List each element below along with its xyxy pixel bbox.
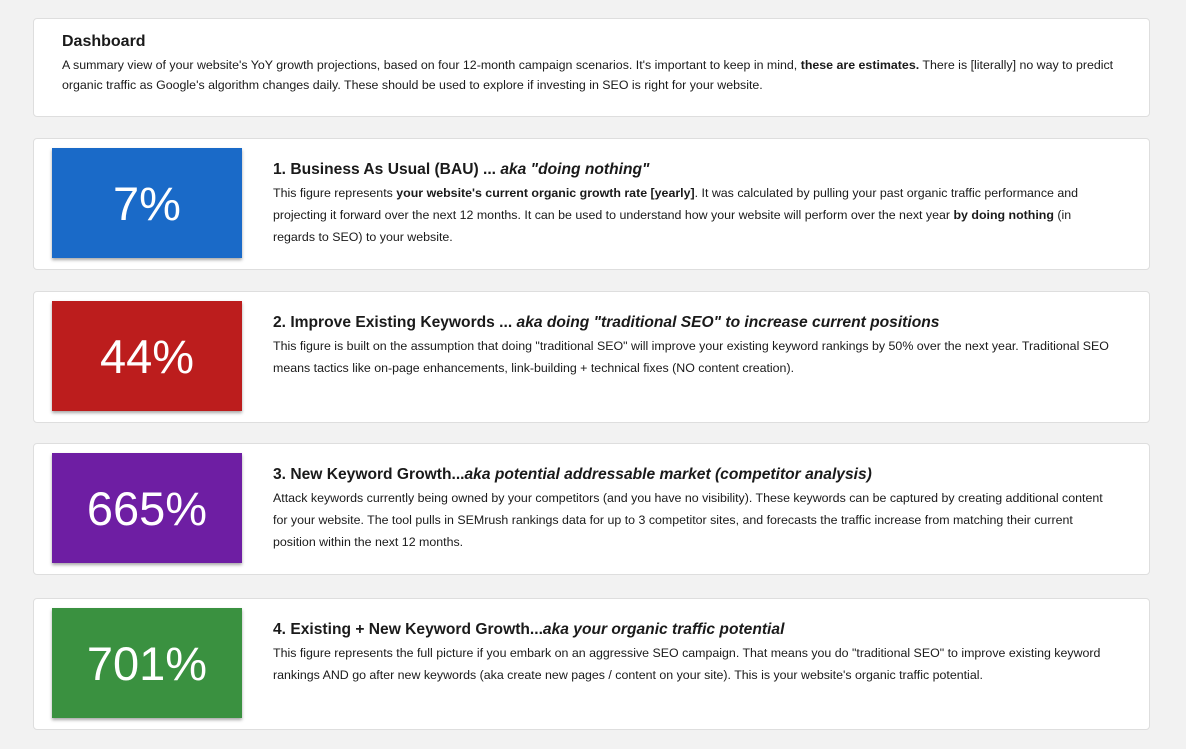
dashboard-header-card — [33, 18, 1150, 117]
scenario-title-main: 1. Business As Usual (BAU) ... — [273, 161, 501, 178]
scenario-card-existing-plus-new — [33, 598, 1150, 730]
scenario-value-tile: 7% — [52, 148, 242, 258]
scenario-title-main: 4. Existing + New Keyword Growth... — [273, 621, 543, 638]
scenario-description: This figure represents the full picture if you embark on an aggressive SEO campaign. That means you do "traditional SEO" to improve existing keyword rankings AND go after new keywords (aka create new pages / content on your site). This is your website's organic traffic potential. — [273, 646, 1101, 682]
scenario-card-new-keywords — [33, 443, 1150, 575]
scenario-title — [273, 314, 1113, 332]
scenario-value-tile: 44% — [52, 301, 242, 411]
dashboard-description — [62, 55, 1121, 95]
scenario-title-aka: aka "doing nothing" — [500, 161, 650, 178]
scenario-value-tile: 701% — [52, 608, 242, 718]
scenario-title — [273, 161, 1113, 179]
scenario-title-aka: aka doing "traditional SEO" to increase current positions — [516, 314, 940, 331]
scenario-description: This figure is built on the assumption that doing "traditional SEO" will improve your existing keyword rankings by 50% over the next year. Traditional SEO means tactics like on-page enhancements, link-building + technical fixes (NO content creation). — [273, 339, 1109, 375]
scenario-title — [273, 621, 1113, 639]
scenario-text — [273, 161, 1113, 248]
description-part: (in regards to SEO) to your website. — [273, 208, 1072, 244]
scenario-text — [273, 621, 1113, 686]
scenario-title — [273, 466, 1113, 484]
scenario-title-aka: aka potential addressable market (competitor analysis) — [464, 466, 872, 483]
page-title: Dashboard — [62, 33, 146, 50]
description-emphasis: by doing nothing — [953, 208, 1054, 222]
description-part: There is [literally] no way to predict organic traffic as Google's algorithm changes daily. These should be used to explore if investing in SEO is right for your website. — [62, 58, 1114, 92]
scenario-description: Attack keywords currently being owned by your competitors (and you have no visibility). These keywords can be captured by creating additional content for your website. The tool pulls in SEMrush rankings data for up to 3 competitor sites, and forecasts the traffic increase from matching their current position within the next 12 months. — [273, 491, 1103, 549]
scenario-title-main: 2. Improve Existing Keywords ... — [273, 314, 517, 331]
scenario-card-existing-keywords — [33, 291, 1150, 423]
scenario-value-tile: 665% — [52, 453, 242, 563]
description-part: . It was calculated by pulling your past organic traffic performance and projecting it forward over the next 12 months. It can be used to understand how your website will perform over the next year — [273, 186, 1079, 222]
scenario-description — [273, 182, 1113, 248]
description-part: A summary view of your website's YoY growth projections, based on four 12-month campaign scenarios. It's important to keep in mind, — [62, 58, 801, 72]
description-emphasis: your website's current organic growth rate [yearly] — [396, 186, 695, 200]
scenario-text — [273, 314, 1113, 379]
scenario-card-bau — [33, 138, 1150, 270]
scenario-title-aka: aka your organic traffic potential — [542, 621, 785, 638]
scenario-text — [273, 466, 1113, 553]
description-emphasis: these are estimates. — [800, 58, 920, 72]
scenario-title-main: 3. New Keyword Growth... — [273, 466, 465, 483]
description-part: This figure represents — [273, 186, 397, 200]
